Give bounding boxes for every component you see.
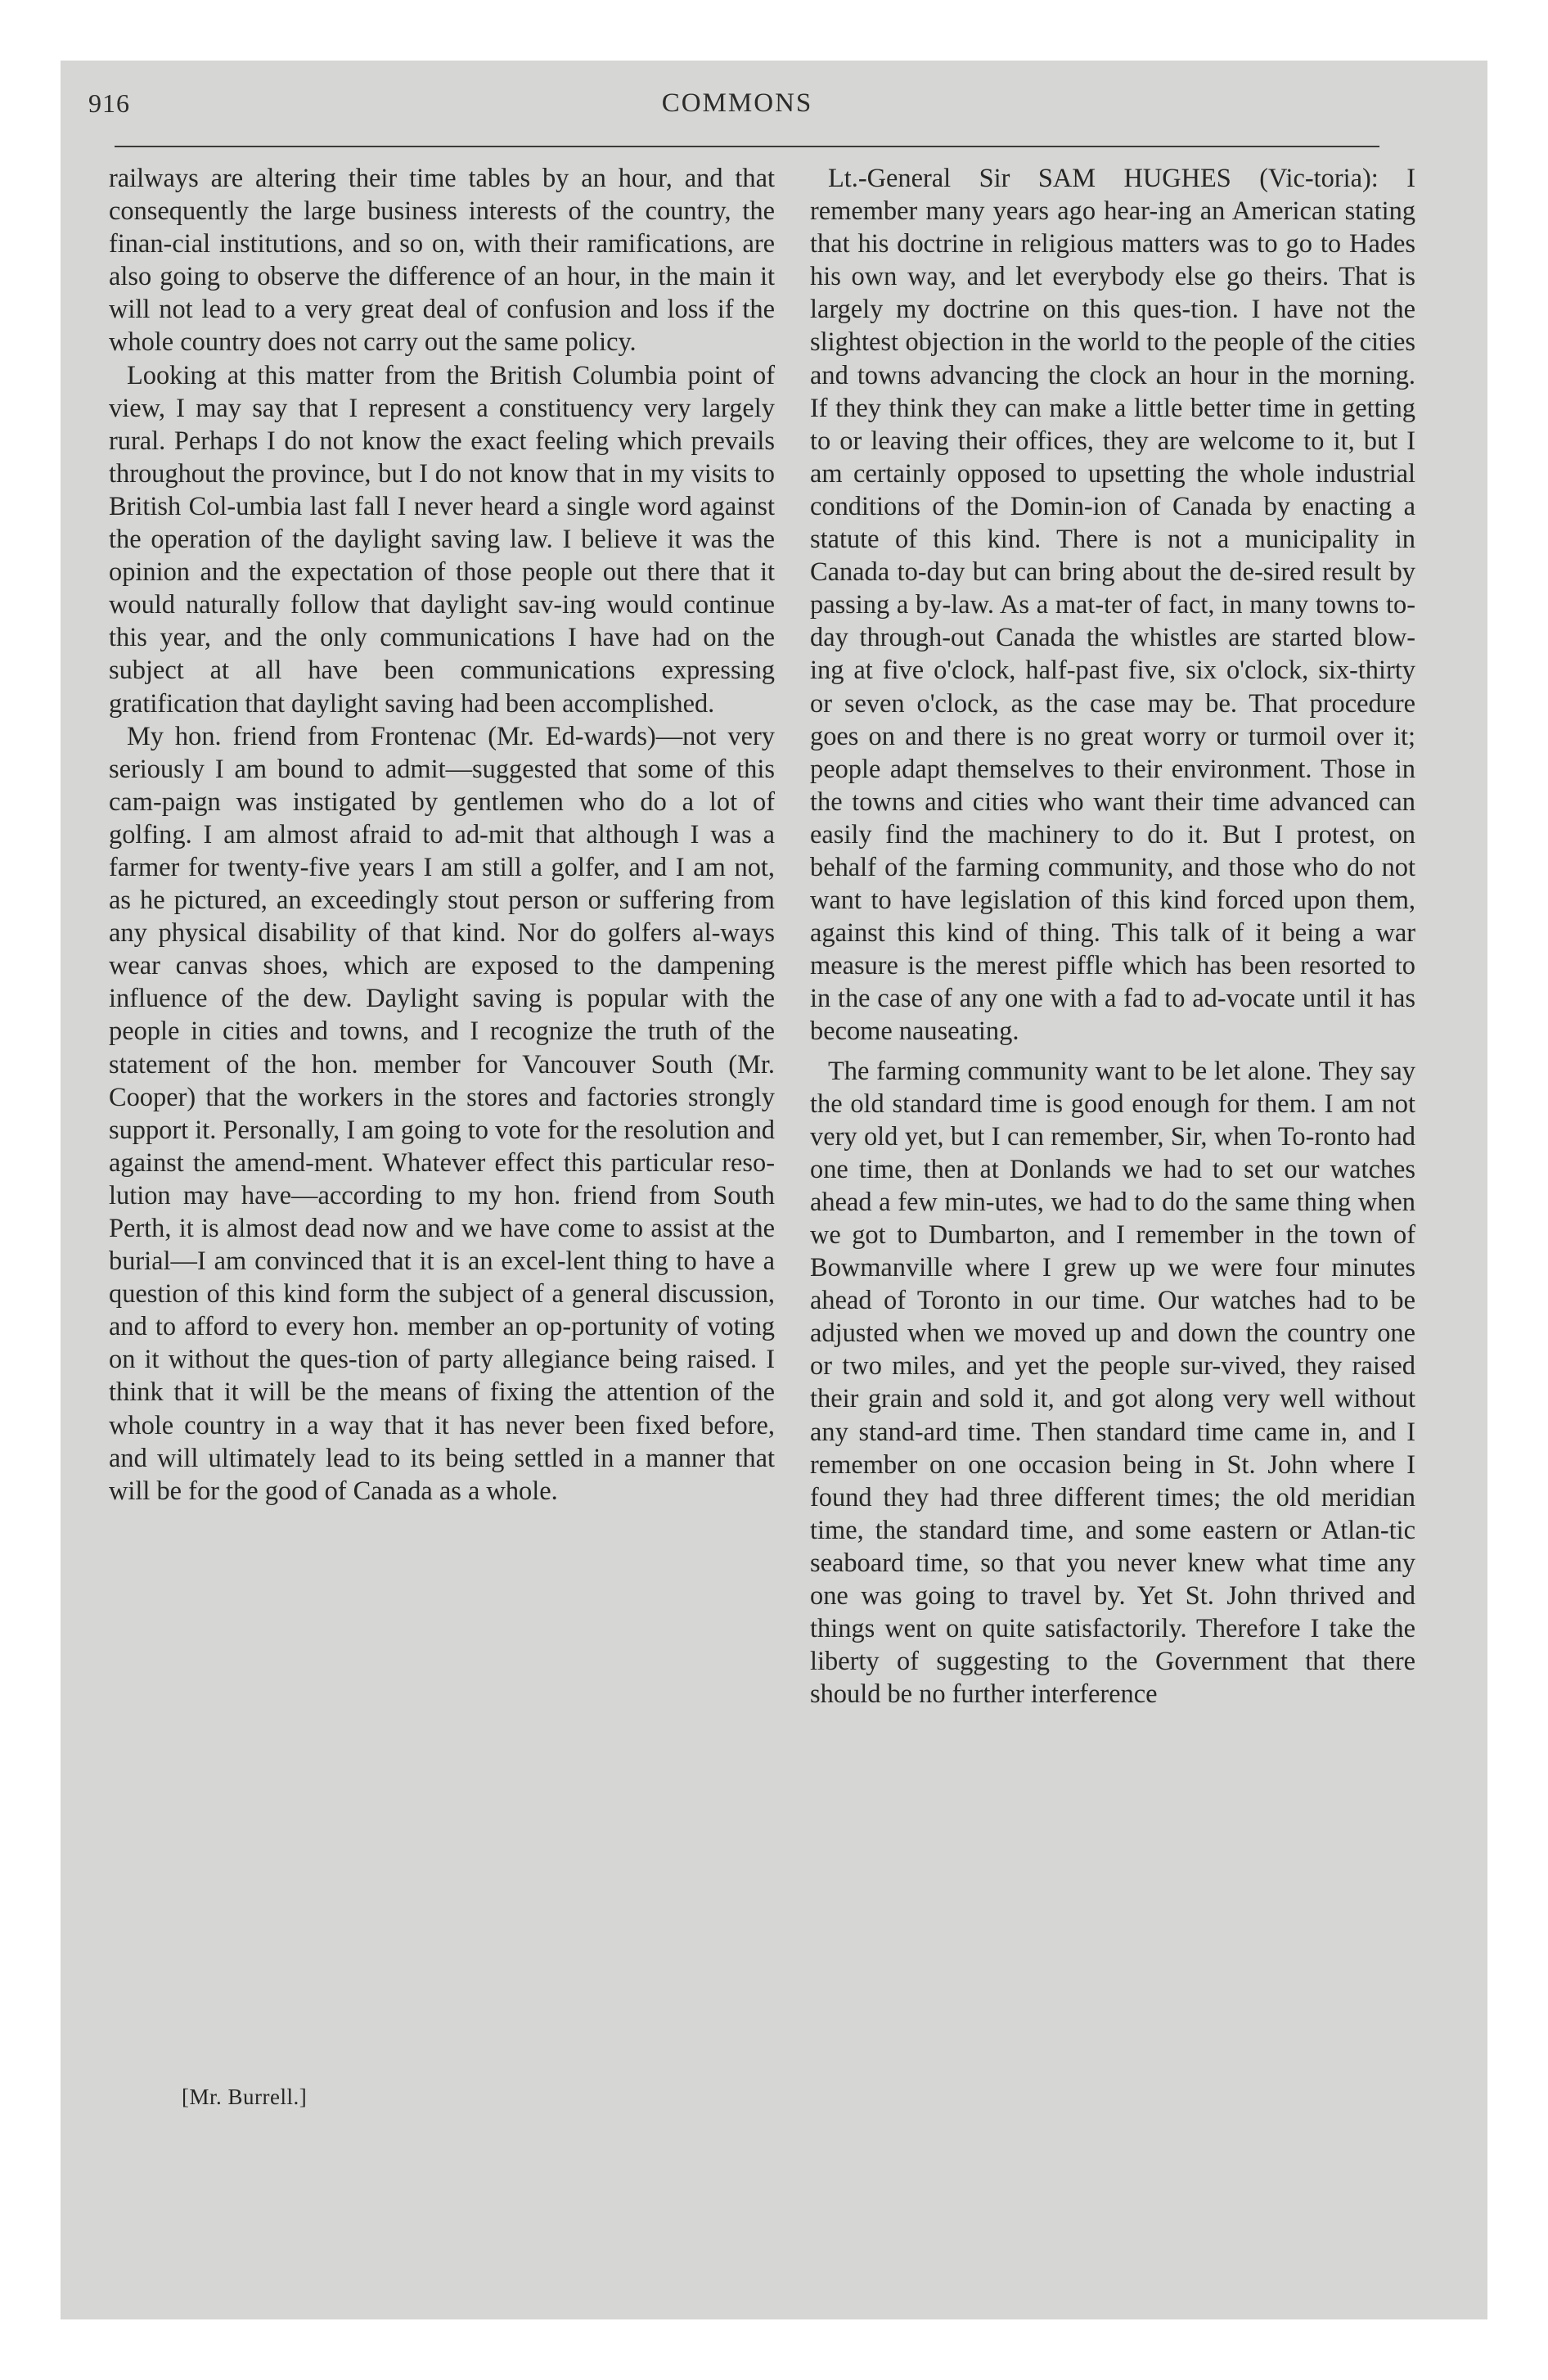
right-column <box>810 162 1415 1711</box>
page-header <box>88 88 1386 137</box>
speaker-attribution: [Mr. Burrell.] <box>182 2085 308 2109</box>
running-head: COMMONS <box>661 88 813 118</box>
left-paragraph-3: My hon. friend from Frontenac (Mr. Ed-wards)—not very seriously I am bound to admit—suggested that some of this cam-paign was instigated by gentlemen who do a lot of golfing. I am almost afraid to ad-mit that although I was a farmer for twenty-five years I am still a golfer, and I am not, as he pictured, an exceedingly stout person or suffering from any physical disability of that kind. Nor do golfers al-ways wear canvas shoes, which are exposed to the dampening influence of the dew. Daylight saving is popular with the people in cities and towns, and I recognize the truth of the statement of the hon. member for Vancouver South (Mr. Cooper) that the workers in the stores and factories strongly support it. Personally, I am going to vote for the resolution and against the amend-ment. Whatever effect this particular reso-lution may have—according to my hon. friend from South Perth, it is almost dead now and we have come to assist at the burial—I am convinced that it is an excel-lent thing to have a question of this kind form the subject of a general discussion, and to afford to every hon. member an op-portunity of voting on it without the ques-tion of party allegiance being raised. I think that it will be the means of fixing the attention of the whole country in a way that it has never been fixed before, and will ultimately lead to its being settled in a manner that will be for the good of Canada as a whole. <box>109 721 775 1506</box>
page-number: 916 <box>88 88 130 118</box>
left-column <box>109 162 775 1508</box>
left-paragraph-1: railways are altering their time tables by an hour, and that consequently the large business interests of the country, the finan-cial institutions, and so on, with their ramifications, are also going to observe the difference of an hour, in the main it will not lead to a very great deal of confusion and loss if the whole country does not carry out the same policy. <box>109 164 775 358</box>
header-rule <box>115 146 1379 147</box>
left-paragraph-2: Looking at this matter from the British Columbia point of view, I may say that I represent a constituency very largely rural. Perhaps I do not know the exact feeling which prevails throughout the province, but I do not know that in my visits to British Col-umbia last fall I never heard a single word against the operation of the daylight saving law. I believe it was the opinion and the expectation of those people out there that it would naturally follow that daylight sav-ing would continue this year, and the only communications I have had on the subject at all have been communications expressing gratification that daylight saving had been accomplished. <box>109 360 775 719</box>
right-paragraph-2: The farming community want to be let alone. They say the old standard time is good enough for them. I am not very old yet, but I can remember, Sir, when To-ronto had one time, then at Donlands we had to set our watches ahead a few min-utes, we had to do the same thing when we got to Dumbarton, and I remember in the town of Bowmanville where I grew up we were four minutes ahead of Toronto in our time. Our watches had to be adjusted when we moved up and down the country one or two miles, and yet the people sur-vived, they raised their grain and sold it, and got along very well without any stand-ard time. Then standard time came in, and I remember on one occasion being in St. John where I found they had three different times; the old meridian time, the standard time, and some eastern or Atlan-tic seaboard time, so that you never knew what time any one was going to travel by. Yet St. John thrived and things went on quite satisfactorily. Therefore I take the liberty of suggesting to the Government that there should be no further interference <box>810 1056 1415 1710</box>
right-paragraph-1: Lt.-General Sir SAM HUGHES (Vic-toria): I remember many years ago hear-ing an American stating that his doctrine in religious matters was to go to Hades his own way, and let everybody else go theirs. That is largely my doctrine on this ques-tion. I have not the slightest objection in the world to the people of the cities and towns advancing the clock an hour in the morning. If they think they can make a little better time in getting to or leaving their offices, they are welcome to it, but I am certainly opposed to upsetting the whole industrial conditions of the Domin-ion of Canada by enacting a statute of this kind. There is not a municipality in Canada to-day but can bring about the de-sired result by passing a by-law. As a mat-ter of fact, in many towns to-day through-out Canada the whistles are started blow-ing at five o'clock, half-past five, six o'clock, six-thirty or seven o'clock, as the case may be. That procedure goes on and there is no great worry or turmoil over it; people adapt themselves to their environment. Those in the towns and cities who want their time advanced can easily find the machinery to do it. But I protest, on behalf of the farming community, and those who do not want to have legislation of this kind forced upon them, against this kind of thing. This talk of it being a war measure is the merest piffle which has been resorted to in the case of any one with a fad to ad-vocate until it has become nauseating. <box>810 164 1415 1047</box>
